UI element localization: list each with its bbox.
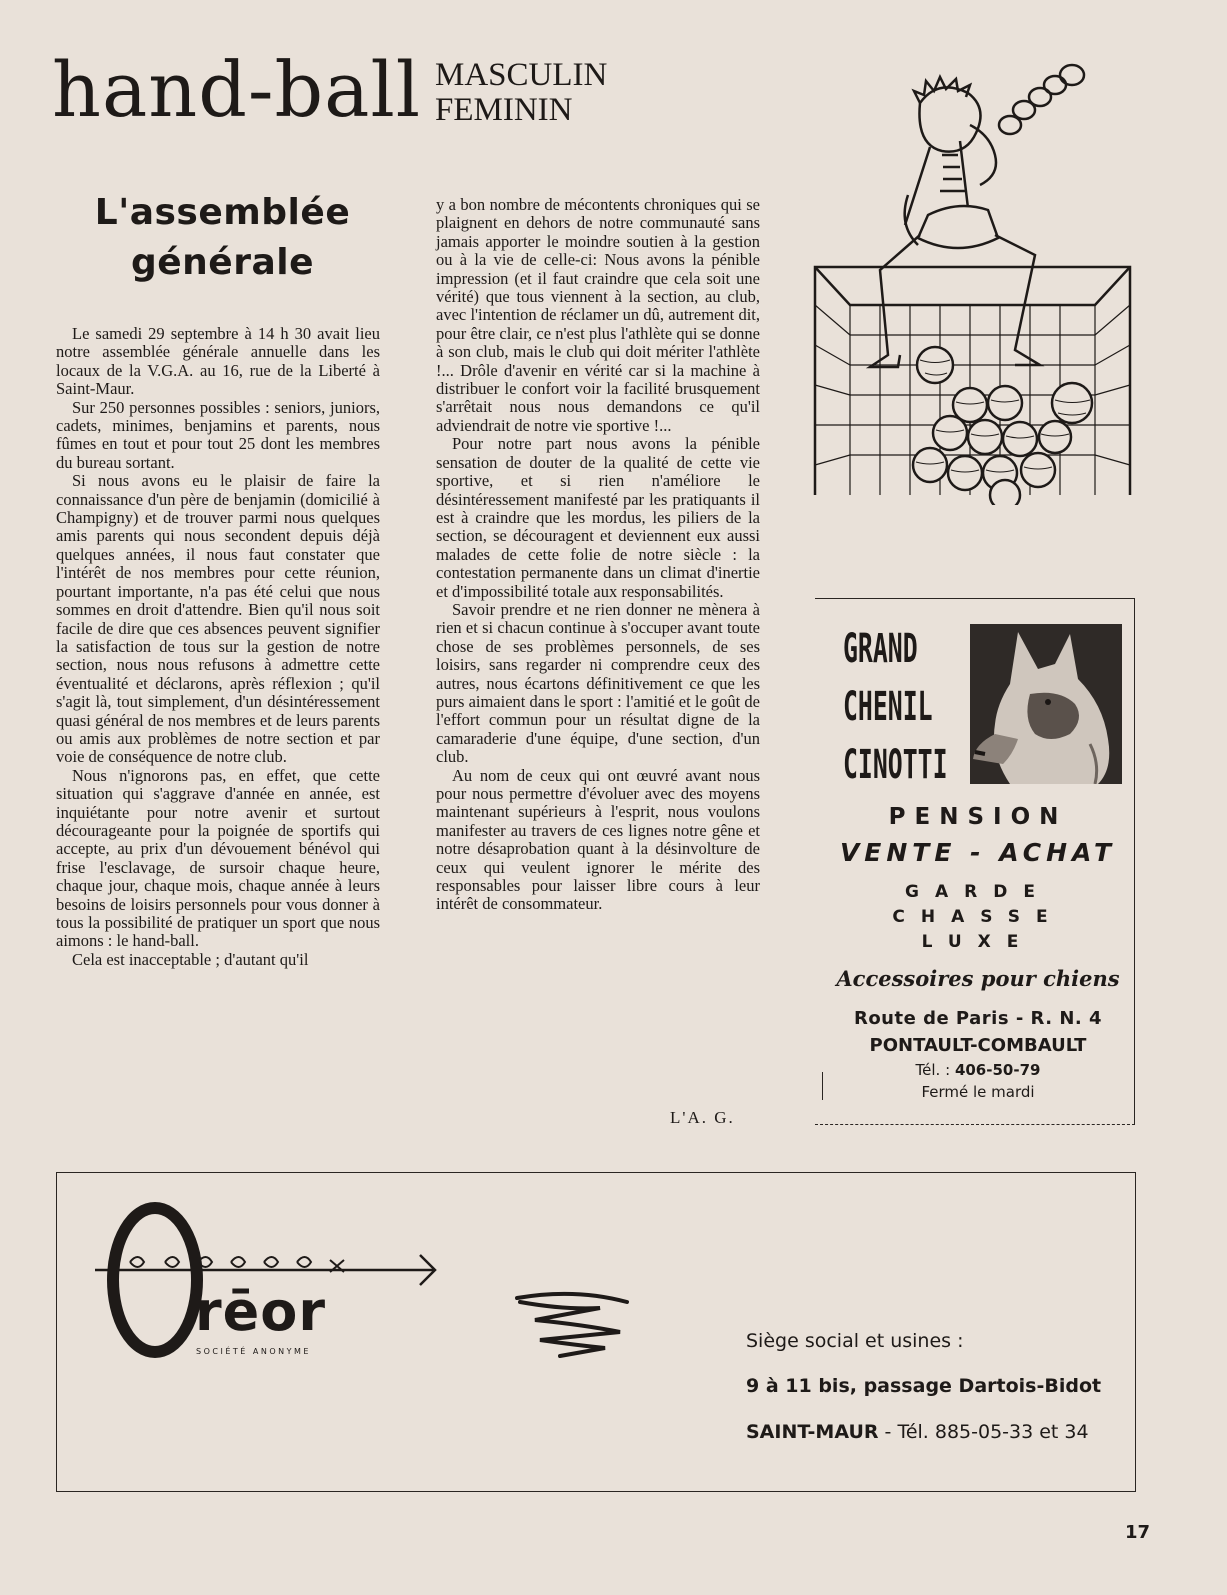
ad-border-top — [815, 598, 1135, 599]
oreor-seat-label: Siège social et usines : — [746, 1330, 964, 1352]
article-paragraph: Au nom de ceux qui ont œuvré avant nous pour nous permettre d'évoluer avec des moyens maintenant supérieurs à l'esprit, nous voulons manifester au travers de ces lignes notre gêne et notre désaprobation quant à la désinvolture de ceux qui veulent ignorer le mérite des responsables pour laisser libre cours à leur intérêt de consommateur. — [436, 765, 760, 914]
oreor-city: SAINT-MAUR — [746, 1421, 879, 1443]
article-title-line1: L'assemblée — [94, 192, 351, 233]
section-categories — [435, 58, 607, 128]
ad-border-right — [1134, 598, 1135, 1125]
section-title: hand-ball — [52, 45, 422, 134]
ad-service-guard: GARDE — [905, 882, 1051, 902]
ad-border-bottom — [815, 1124, 1135, 1125]
ad-services — [822, 880, 1134, 955]
oreor-squiggle-mark — [515, 1290, 630, 1360]
oreor-brand-text: rēor — [195, 1280, 326, 1343]
ad-telephone-number: 406-50-79 — [954, 1061, 1041, 1079]
ad-pension: PENSION — [888, 804, 1068, 830]
ad-service-luxury: LUXE — [921, 932, 1035, 952]
article-title — [60, 188, 385, 288]
article-paragraph: Savoir prendre et ne rien donner ne mènera à rien et si chacun continue à s'occuper avant toute chose de ses problèmes personnels, de ses loisirs, sans regarder ni comprendre ceux des autres, nous écartons définitivement ce que les purs aimaient dans le sport : l'amitié et le goût de l'effort commun pour un résultat digne de la camaraderie d'une équipe, d'une section, d'un club. — [436, 599, 760, 767]
article-paragraph: Nous n'ignorons pas, en effet, que cette situation qui s'aggrave d'année en année, est inquiétante pour notre avenir et surtout décourageante pour la poignée de sportifs qui accepte, au prix d'un dévouement bénévol qui frise l'esclavage, de sursoir chaque heure, chaque jour, chaque mois, chaque année à leurs besoins de loisirs personnels pour vous donner à tous la possibilité de pratiquer un sport que nous aimons : le hand-ball. — [56, 765, 380, 951]
article-column-2 — [436, 196, 760, 914]
ad-sales: VENTE - ACHAT — [839, 838, 1117, 867]
article-title-line2: générale — [130, 242, 315, 283]
ad-closing-day: Fermé le mardi — [921, 1083, 1035, 1101]
article-paragraph: y a bon nombre de mécontents chroniques qui se plaignent en dehors de notre communauté sans jamais apporter le moindre soutien à la gestion ou à la vie de celle-ci: Nous avons la pénible impression (et il faut craindre que cela soit une vérité) que tous viennent à la section, au club, avec l'intention de réclamer un dû, autrement dit, pour être clair, ce n'est plus l'athlète qui se donne à son club, mais le club qui doit mériter l'athlète !... Drôle d'avenir en vérité car si la machine à distribuer le confort voir la facilité brusquement s'arrêtait nous nous demandons ce qu'il adviendrait de notre vie sportive !... — [436, 195, 760, 435]
article-paragraph: Cela est inacceptable ; d'autant qu'il — [72, 949, 309, 969]
kennel-name-line3: CINOTTI — [843, 742, 948, 788]
article-paragraph: Sur 250 personnes possibles : seniors, juniors, cadets, minimes, benjamins et parents, nous fûmes en tout et pour tout 25 dont les membres du bureau sortant. — [56, 397, 380, 472]
article-signature: L'A. G. — [670, 1108, 735, 1127]
ad-telephone-label: Tél. : — [915, 1061, 951, 1079]
page-number: 17 — [1125, 1522, 1151, 1543]
german-shepherd-photo — [970, 624, 1122, 784]
kennel-name-line1: GRAND — [843, 626, 918, 672]
article-column-1 — [56, 325, 380, 969]
ad-road: Route de Paris - R. N. 4 — [853, 1008, 1103, 1029]
ad-telephone — [822, 1061, 1134, 1079]
ad-town: PONTAULT-COMBAULT — [869, 1035, 1087, 1056]
category-men: MASCULIN — [435, 57, 608, 93]
oreor-address: 9 à 11 bis, passage Dartois-Bidot — [746, 1375, 1102, 1397]
handball-cartoon-illustration — [810, 55, 1155, 505]
ad-accessories: Accessoires pour chiens — [836, 966, 1120, 991]
oreor-phone: - Tél. 885-05-33 et 34 — [884, 1421, 1089, 1443]
kennel-name-line2: CHENIL — [843, 684, 933, 730]
article-paragraph: Pour notre part nous avons la pénible sensation de douter de la qualité de cette vie sportive, et si rien n'améliore le désintéressement manifesté par les pratiquants il est à craindre que les mordus, les piliers de la section, se découragent et deviennent eux aussi malades de cette folie de notre siècle : la contestation permanente dans un climat d'inertie et d'impossibilité totale aux responsabilités. — [436, 434, 760, 601]
category-women: FEMININ — [435, 92, 573, 128]
ad-service-hunting: CHASSE — [892, 907, 1064, 927]
article-paragraph: Le samedi 29 septembre à 14 h 30 avait lieu notre assemblée générale annuelle dans les locaux de la V.G.A. au 16, rue de la Liberté à Saint-Maur. — [56, 324, 380, 399]
oreor-city-phone — [746, 1421, 1089, 1443]
article-paragraph: Si nous avons eu le plaisir de faire la connaissance d'un père de benjamin (domicilié à Champigny) et de trouver parmi nous quelques amis parents qui nous secondent depuis déjà quelques années, il nous faut constater que l'intérêt de nos membres pour cette réunion, pourtant importante, n'a pas été celui que nous sommes en droit d'attendre. Bien qu'il nous soit facile de dire que ces absences peuvent signifier la satisfaction de tous sur la gestion de notre section, nous nous refusons à admettre cette éventualité et déclarons, après réflexion ; qu'il s'agit là, tout simplement, d'un désintéressement quasi général de nos membres et de leurs parents ou amis aux problèmes de notre section et par voie de conséquence de notre club. — [56, 471, 380, 767]
kennel-name — [843, 620, 948, 794]
oreor-company-type: SOCIÉTÉ ANONYME — [196, 1347, 311, 1356]
